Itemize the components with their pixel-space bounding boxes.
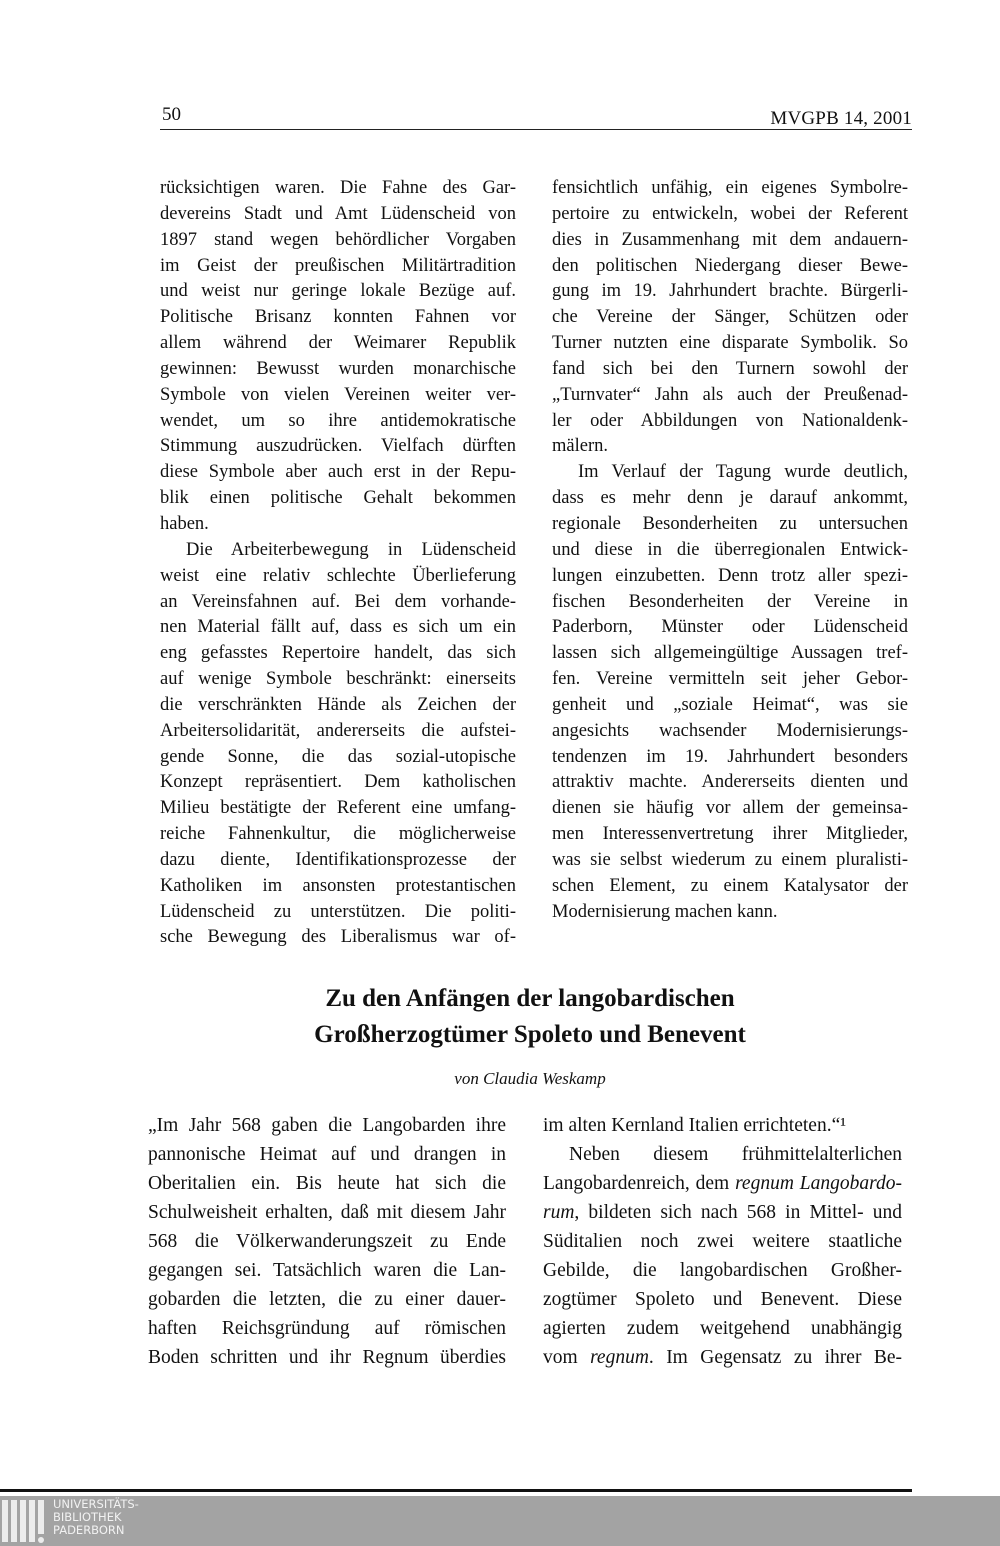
logo-line-2: BIBLIOTHEK [53, 1510, 122, 1524]
paragraph [543, 1140, 902, 1372]
text-line: „Turnvater“ Jahn als auch der Preußenad- [552, 384, 908, 405]
text-line: zogtümer Spoleto und Benevent. Diese [543, 1289, 902, 1310]
paragraph [148, 1111, 506, 1372]
text-line: eng gefasstes Repertoire handelt, das sich [160, 643, 516, 664]
text-segment: vom [543, 1347, 591, 1368]
text-line: Symbole von vielen Vereinen weiter ver- [160, 384, 516, 405]
italic-term: regnum [590, 1347, 649, 1368]
text-line: Oberitalien ein. Bis heute hat sich die [148, 1173, 506, 1194]
text-line: schen Element, zu einem Katalysator der [552, 875, 908, 896]
text-line: 1897 stand wegen behördlicher Vorgaben [160, 229, 516, 250]
text-line: was sie selbst wiederum zu einem pluralisti- [552, 849, 908, 870]
text-segment: Langobardenreich, dem [543, 1173, 736, 1194]
article-title-line-2: Großherzogtümer Spoleto und Benevent [314, 1021, 746, 1048]
text-line: 568 die Völkerwanderungszeit zu Ende [148, 1231, 506, 1252]
text-line: dies in Zusammenhang mit dem andauern- [552, 229, 908, 250]
text-line: den politischen Niedergang dieser Bewe- [552, 255, 908, 276]
text-line: gobarden die letzten, die zu einer dauer- [148, 1289, 506, 1310]
text-line: lungen einzubetten. Denn trotz aller spezi- [552, 565, 908, 586]
text-line: diese Symbole aber auch erst in der Repu- [160, 462, 516, 483]
italic-term: regnum Langobardo- [735, 1173, 902, 1194]
text-segment: . Im Gegensatz zu ihrer Be- [648, 1347, 902, 1368]
text-column-bottom-left [148, 1111, 506, 1372]
text-line: Stimmung auszudrücken. Vielfach dürften [160, 436, 516, 457]
text-line: sche Bewegung des Liberalismus war of- [160, 927, 516, 948]
text-line: angesichts wachsender Modernisierungs- [552, 720, 908, 741]
text-line: Milieu bestätigte der Referent eine umfang- [160, 798, 516, 819]
text-line: gende Sonne, die das sozial-utopische [160, 746, 516, 767]
text-line: auf wenige Symbole beschränkt: einerseits [160, 669, 516, 690]
text-line: blik einen politische Gehalt bekommen [160, 488, 516, 509]
text-line: Katholiken im ansonsten protestantischen [160, 875, 516, 896]
text-line: fand sich bei den Turnern sowohl der [552, 358, 908, 379]
text-line [543, 1169, 902, 1198]
text-column-bottom-right [543, 1111, 902, 1372]
paragraph [160, 176, 516, 538]
journal-reference: MVGPB 14, 2001 [770, 108, 912, 129]
text-line: che Vereine der Sänger, Schützen oder [552, 307, 908, 328]
text-line: an Vereinsfahnen auf. Bei dem vorhande- [160, 591, 516, 612]
text-line: Lüdenscheid zu unterstützen. Die politi- [160, 901, 516, 922]
text-line: „Im Jahr 568 gaben die Langobarden ihre [148, 1115, 506, 1136]
library-logo-text [53, 1498, 139, 1537]
text-line: attraktiv machte. Andererseits dienten und [552, 772, 908, 793]
text-line: die verschränkten Hände als Zeichen der [160, 694, 516, 715]
text-line: pannonische Heimat auf und drangen in [148, 1144, 506, 1165]
text-line: rücksichtigen waren. Die Fahne des Gar- [160, 178, 516, 198]
text-line: und diese in die überregionalen Entwick- [552, 539, 908, 560]
library-banner [0, 1496, 1000, 1546]
text-line: allem während der Weimarer Republik [160, 333, 516, 354]
text-line: nen Material fällt auf, dass es sich um ein [160, 617, 516, 638]
text-line: ler oder Abbildungen von Nationaldenk- [552, 410, 908, 431]
text-line: Turner nutzten eine disparate Symbolik. So [552, 333, 908, 354]
text-column-top-right [552, 176, 908, 925]
paragraph [543, 1111, 902, 1140]
text-segment: , bildeten sich nach 568 in Mittel- und [574, 1202, 902, 1223]
text-line: Paderborn, Münster oder Lüdenscheid [552, 617, 908, 638]
text-line: und weist nur geringe lokale Bezüge auf. [160, 281, 516, 302]
text-line: dienen sie häufig vor allem der gemeinsa- [552, 798, 908, 819]
text-line: reiche Fahnenkultur, die möglicherweise [160, 824, 516, 845]
paragraph [160, 538, 516, 952]
text-line: pertoire zu entwickeln, wobei der Referent [552, 203, 908, 224]
text-line: dass es mehr denn je darauf ankommt, [552, 488, 908, 509]
text-line: fen. Vereine vermitteln seit jeher Gebor- [552, 669, 908, 690]
page-number: 50 [162, 104, 181, 125]
text-line: Politische Brisanz konnten Fahnen vor [160, 307, 516, 328]
article-title-line-1: Zu den Anfängen der langobardischen [325, 985, 735, 1012]
text-line: Konzept repräsentiert. Dem katholischen [160, 772, 516, 793]
text-line: regionale Besonderheiten zu untersuchen [552, 513, 908, 534]
text-line: gegangen sei. Tatsächlich waren die Lan- [148, 1260, 506, 1281]
article-author: von Claudia Weskamp [454, 1069, 606, 1088]
text-line: Arbeitersolidarität, andererseits die aufstei- [160, 720, 516, 741]
text-line: Neben diesem frühmittelalterlichen [569, 1144, 902, 1165]
text-line: dazu diente, Identifikationsprozesse der [160, 849, 516, 870]
text-line [543, 1198, 902, 1227]
text-line: Boden schritten und ihr Regnum überdies [148, 1347, 506, 1368]
text-line: Die Arbeiterbewegung in Lüdenscheid [186, 539, 516, 560]
text-line: lassen sich allgemeingültige Aussagen tref- [552, 643, 908, 664]
text-line: genheit und „soziale Heimat“, was sie [552, 694, 908, 715]
text-line: Im Verlauf der Tagung wurde deutlich, [578, 462, 908, 483]
text-line: gung im 19. Jahrhundert brachte. Bürgerli- [552, 281, 908, 302]
header-rule [160, 129, 912, 130]
text-line: agierten zudem weitgehend unabhängig [543, 1318, 902, 1339]
text-line [543, 1343, 902, 1372]
paragraph [552, 460, 908, 925]
text-line: im alten Kernland Italien errichteten.“¹ [543, 1115, 847, 1136]
text-line: haben. [160, 513, 209, 534]
text-line: Schulweisheit erhalten, daß mit diesem Jahr [148, 1202, 506, 1223]
text-line: fischen Besonderheiten der Vereine in [552, 591, 908, 612]
text-line: haften Reichsgründung auf römischen [148, 1318, 506, 1339]
paragraph [552, 176, 908, 460]
text-line: Süditalien noch zwei weitere staatliche [543, 1231, 902, 1252]
text-line: wendet, um so ihre antidemokratische [160, 410, 516, 431]
text-line: gewinnen: Bewusst wurden monarchische [160, 358, 516, 379]
footer-rule [0, 1489, 912, 1492]
italic-term: rum [543, 1202, 575, 1223]
text-column-top-left [160, 176, 516, 951]
text-line: mälern. [552, 436, 608, 457]
text-line: fensichtlich unfähig, ein eigenes Symbolre- [552, 178, 908, 198]
text-line: im Geist der preußischen Militärtradition [160, 255, 516, 276]
text-line: men Interessenvertretung ihrer Mitglieder, [552, 824, 908, 845]
text-line: Gebilde, die langobardischen Großher- [543, 1260, 902, 1281]
text-line: weist eine relativ schlechte Überlieferung [160, 565, 516, 586]
text-line: devereins Stadt und Amt Lüdenscheid von [160, 203, 516, 224]
logo-line-1: UNIVERSITÄTS- [53, 1497, 139, 1511]
text-line: Modernisierung machen kann. [552, 901, 778, 922]
text-line: tendenzen im 19. Jahrhundert besonders [552, 746, 908, 767]
logo-line-3: PADERBORN [53, 1523, 125, 1537]
